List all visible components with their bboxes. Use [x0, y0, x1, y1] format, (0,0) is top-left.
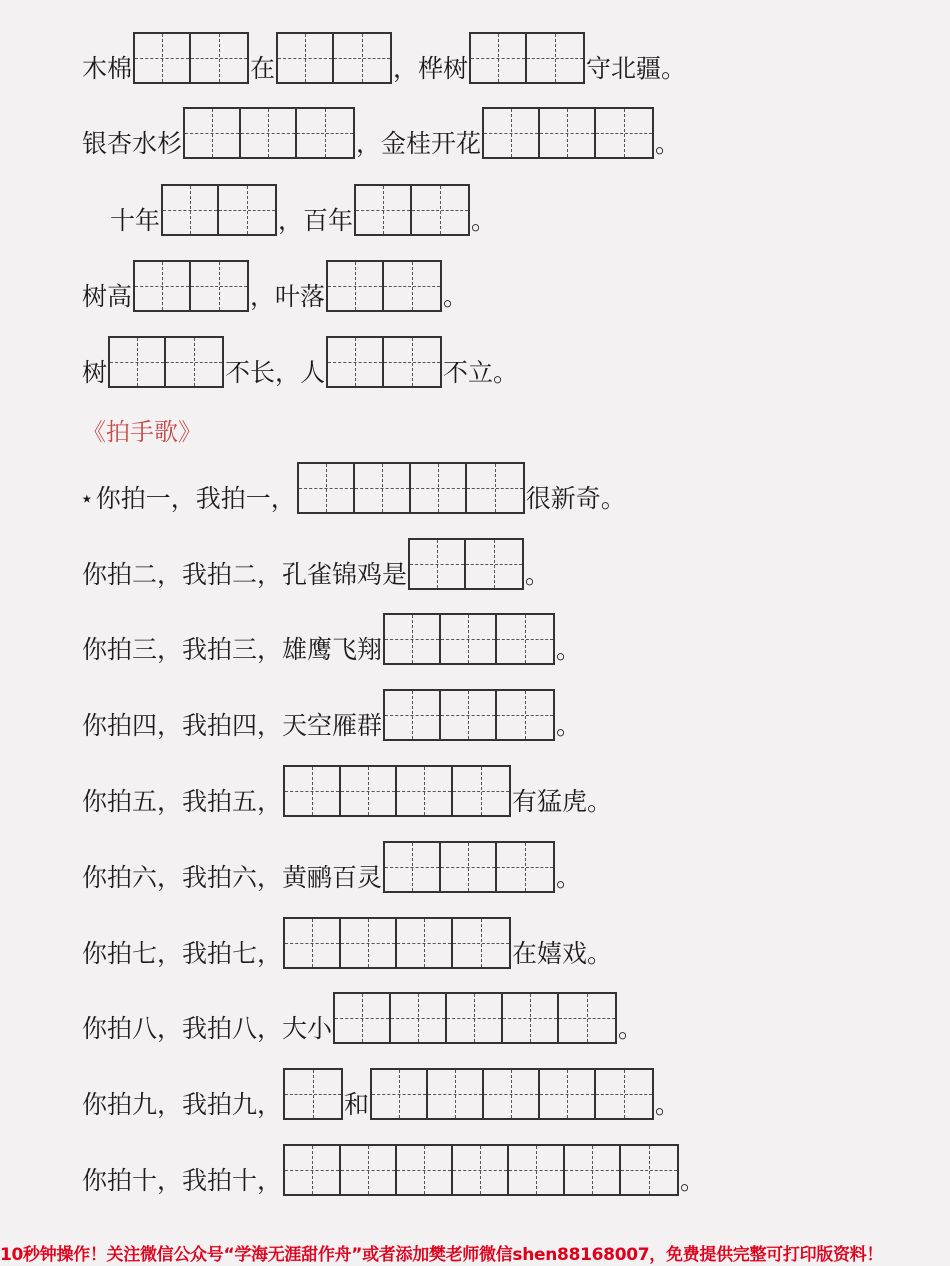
answer-grid[interactable]: [133, 260, 249, 312]
answer-grid[interactable]: [383, 689, 555, 741]
couplet-text: ，桦树: [393, 54, 469, 83]
couplet-text: 不长，人: [225, 358, 326, 387]
verse-line-9: [82, 1068, 680, 1120]
verse-text: 你拍二，我拍二，孔雀锦鸡是: [82, 560, 408, 589]
answer-grid[interactable]: [283, 1068, 343, 1120]
couplet-text: 。: [443, 282, 469, 311]
couplet-text: 。: [471, 206, 497, 235]
couplet-text: 守北疆。: [586, 54, 687, 83]
answer-grid[interactable]: [283, 765, 511, 817]
verse-text: 你拍八，我拍八，大小: [82, 1014, 333, 1043]
couplet-line-2: [82, 107, 680, 159]
couplet-text: 。: [655, 129, 681, 158]
verse-text: 你拍三，我拍三，雄鹰飞翔: [82, 635, 383, 664]
couplet-line-5: [82, 336, 518, 388]
verse-text: 。: [618, 1014, 644, 1043]
verse-text: 你拍七，我拍七，: [82, 939, 283, 968]
verse-text: 。: [556, 711, 582, 740]
footer-notice: 10秒钟操作！关注微信公众号“学海无涯甜作舟”或者添加樊老师微信shen88168007，免费提供完整可打印版资料！: [0, 1245, 884, 1265]
answer-grid[interactable]: [370, 1068, 654, 1120]
couplet-text: 不立。: [443, 358, 519, 387]
verse-line-6: [82, 841, 581, 893]
verse-text: 有猛虎。: [512, 787, 613, 816]
verse-text: 你拍一，我拍一，: [95, 484, 296, 513]
verse-line-7: [82, 917, 612, 969]
answer-grid[interactable]: [354, 184, 470, 236]
verse-text: 。: [525, 560, 551, 589]
answer-grid[interactable]: [469, 32, 585, 84]
answer-grid[interactable]: [276, 32, 392, 84]
answer-grid[interactable]: [108, 336, 224, 388]
star-icon: ⭑: [82, 488, 92, 509]
answer-grid[interactable]: [383, 613, 555, 665]
couplet-text: 树高: [82, 282, 133, 311]
couplet-text: ，金桂开花: [356, 129, 482, 158]
answer-grid[interactable]: [326, 336, 442, 388]
answer-grid[interactable]: [283, 1144, 679, 1196]
answer-grid[interactable]: [383, 841, 555, 893]
answer-grid[interactable]: [297, 462, 525, 514]
verse-text: 在嬉戏。: [512, 939, 613, 968]
couplet-text: ，百年: [278, 206, 354, 235]
answer-grid[interactable]: [183, 107, 355, 159]
verse-text: 你拍五，我拍五，: [82, 787, 283, 816]
verse-line-1: [82, 462, 626, 514]
couplet-text: 十年: [110, 206, 161, 235]
verse-text: 。: [655, 1090, 681, 1119]
answer-grid[interactable]: [333, 992, 617, 1044]
couplet-line-1: [82, 32, 686, 84]
couplet-text: 木棉: [82, 54, 133, 83]
answer-grid[interactable]: [161, 184, 277, 236]
verse-text: 你拍十，我拍十，: [82, 1166, 283, 1195]
verse-text: 很新奇。: [525, 484, 626, 513]
verse-text: 你拍六，我拍六，黄鹂百灵: [82, 863, 383, 892]
verse-line-10: [82, 1144, 705, 1196]
couplet-text: ，叶落: [250, 282, 326, 311]
couplet-line-4: [82, 260, 468, 312]
verse-line-8: [82, 992, 643, 1044]
verse-line-2: [82, 538, 550, 590]
answer-grid[interactable]: [133, 32, 249, 84]
verse-text: 。: [680, 1166, 706, 1195]
verse-line-5: [82, 765, 612, 817]
couplet-text: 树: [82, 358, 108, 387]
answer-grid[interactable]: [408, 538, 524, 590]
verse-text: 你拍四，我拍四，天空雁群: [82, 711, 383, 740]
poem-title: 《拍手歌》: [82, 418, 202, 446]
couplet-line-3: [110, 184, 496, 236]
verse-line-3: [82, 613, 581, 665]
verse-text: 。: [556, 863, 582, 892]
verse-text: 你拍九，我拍九，: [82, 1090, 283, 1119]
verse-line-4: [82, 689, 581, 741]
answer-grid[interactable]: [283, 917, 511, 969]
verse-text: 。: [556, 635, 582, 664]
verse-text: 和: [344, 1090, 370, 1119]
answer-grid[interactable]: [326, 260, 442, 312]
couplet-text: 银杏水杉: [82, 129, 183, 158]
answer-grid[interactable]: [482, 107, 654, 159]
couplet-text: 在: [250, 54, 276, 83]
